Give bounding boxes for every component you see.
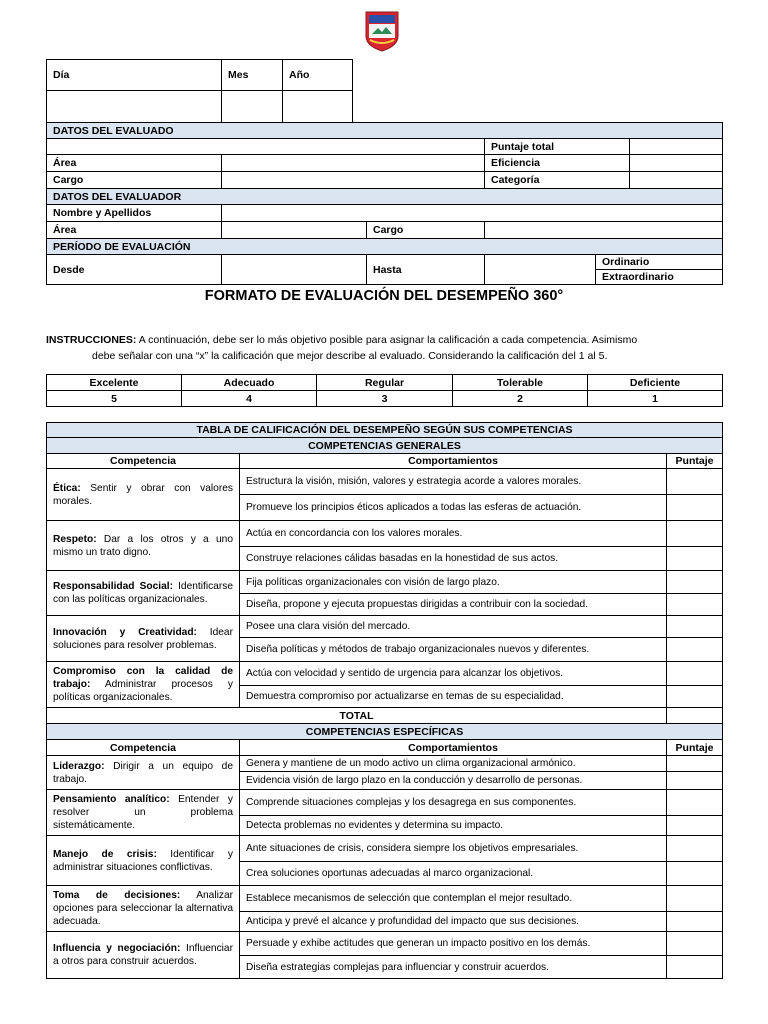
eficiencia-field[interactable] <box>630 155 723 172</box>
extraordinario-option[interactable]: Extraordinario <box>596 270 723 285</box>
col-comportamientos: Comportamientos <box>240 454 667 469</box>
evaluador-area-label: Área <box>47 222 222 239</box>
score-field[interactable] <box>667 686 723 708</box>
col-competencia: Competencia <box>47 740 240 756</box>
date-table <box>46 59 353 123</box>
score-field[interactable] <box>667 912 723 932</box>
month-label: Mes <box>222 60 283 91</box>
hasta-field[interactable] <box>485 255 596 285</box>
periodo-section-header: PERÍODO DE EVALUACIÓN <box>47 239 723 255</box>
instructions-line2: debe señalar con una “x” la calificación que mejor describe al evaluado. Considerando la calificación del 1 al 5. <box>92 350 608 362</box>
score-field[interactable] <box>667 836 723 862</box>
score-field[interactable] <box>667 662 723 686</box>
categoria-label: Categoría <box>485 172 630 189</box>
col-puntaje: Puntaje <box>667 740 723 756</box>
behavior-cell: Diseña, propone y ejecuta propuestas dirigidas a contribuir con la sociedad. <box>240 594 667 616</box>
categoria-field[interactable] <box>630 172 723 189</box>
behavior-cell: Promueve los principios éticos aplicados a todas las esferas de actuación. <box>240 495 667 521</box>
evaluador-nombre-label: Nombre y Apellidos <box>47 205 222 222</box>
behavior-cell: Posee una clara visión del mercado. <box>240 616 667 638</box>
page-title: FORMATO DE EVALUACIÓN DEL DESEMPEÑO 360° <box>204 288 564 304</box>
score-field[interactable] <box>667 469 723 495</box>
score-field[interactable] <box>667 594 723 616</box>
competency-cell: Pensamiento analítico: Entender y resolver un problema sistemáticamente. <box>47 790 240 836</box>
scale-value: 1 <box>588 391 723 407</box>
score-field[interactable] <box>667 547 723 571</box>
desde-field[interactable] <box>222 255 367 285</box>
scale-label: Tolerable <box>453 375 588 391</box>
score-field[interactable] <box>667 756 723 772</box>
score-field[interactable] <box>667 638 723 662</box>
scale-value: 5 <box>47 391 182 407</box>
eficiencia-label: Eficiencia <box>485 155 630 172</box>
score-field[interactable] <box>667 790 723 816</box>
total-label: TOTAL <box>47 708 667 724</box>
evaluado-area-field[interactable] <box>222 155 485 172</box>
scale-label: Regular <box>317 375 453 391</box>
evaluation-data-table <box>46 122 723 285</box>
score-field[interactable] <box>667 932 723 956</box>
competency-cell: Manejo de crisis: Identificar y administrar situaciones conflictivas. <box>47 836 240 886</box>
desde-label: Desde <box>47 255 222 285</box>
scale-value: 3 <box>317 391 453 407</box>
behavior-cell: Diseña políticas y métodos de trabajo organizacionales nuevos y diferentes. <box>240 638 667 662</box>
score-field[interactable] <box>667 886 723 912</box>
table-title: TABLA DE CALIFICACIÓN DEL DESEMPEÑO SEGÚN SUS COMPETENCIAS <box>47 423 723 438</box>
scale-label: Deficiente <box>588 375 723 391</box>
total-field[interactable] <box>667 708 723 724</box>
behavior-cell: Evidencia visión de largo plazo en la conducción y desarrollo de personas. <box>240 772 667 790</box>
behavior-cell: Actúa en concordancia con los valores morales. <box>240 521 667 547</box>
scale-value: 2 <box>453 391 588 407</box>
day-label: Día <box>47 60 222 91</box>
scale-label: Excelente <box>47 375 182 391</box>
competency-cell: Influencia y negociación: Influenciar a otros para construir acuerdos. <box>47 932 240 979</box>
instructions-line1: A continuación, debe ser lo más objetivo posible para asignar la calificación a cada competencia. Asimismo <box>136 334 638 346</box>
evaluador-area-field[interactable] <box>222 222 367 239</box>
score-field[interactable] <box>667 571 723 594</box>
behavior-cell: Establece mecanismos de selección que contemplan el mejor resultado. <box>240 886 667 912</box>
behavior-cell: Diseña estrategias complejas para influenciar y construir acuerdos. <box>240 956 667 979</box>
score-field[interactable] <box>667 816 723 836</box>
evaluado-area-label: Área <box>47 155 222 172</box>
year-field[interactable] <box>283 91 353 123</box>
evaluador-section-header: DATOS DEL EVALUADOR <box>47 189 723 205</box>
competency-cell: Compromiso con la calidad de trabajo: Administrar procesos y políticas organizacionales. <box>47 662 240 708</box>
behavior-cell: Genera y mantiene de un modo activo un clima organizacional armónico. <box>240 756 667 772</box>
behavior-cell: Construye relaciones cálidas basadas en la honestidad de sus actos. <box>240 547 667 571</box>
institution-logo <box>364 10 400 52</box>
behavior-cell: Estructura la visión, misión, valores y estrategia acorde a valores morales. <box>240 469 667 495</box>
instructions <box>46 332 722 364</box>
competency-cell: Toma de decisiones: Analizar opciones para seleccionar la alternativa adecuada. <box>47 886 240 932</box>
score-field[interactable] <box>667 772 723 790</box>
behavior-cell: Crea soluciones oportunas adecuadas al marco organizacional. <box>240 862 667 886</box>
general-section-header: COMPETENCIAS GENERALES <box>47 438 723 454</box>
behavior-cell: Ante situaciones de crisis, considera siempre los objetivos empresariales. <box>240 836 667 862</box>
year-label: Año <box>283 60 353 91</box>
competencies-table <box>46 422 723 979</box>
behavior-cell: Fija políticas organizacionales con visión de largo plazo. <box>240 571 667 594</box>
ordinario-option[interactable]: Ordinario <box>596 255 723 270</box>
evaluado-section-header: DATOS DEL EVALUADO <box>47 123 723 139</box>
score-field[interactable] <box>667 616 723 638</box>
rating-scale-table <box>46 374 723 407</box>
evaluado-cargo-label: Cargo <box>47 172 222 189</box>
competency-cell: Respeto: Dar a los otros y a uno mismo un trato digno. <box>47 521 240 571</box>
hasta-label: Hasta <box>367 255 485 285</box>
day-field[interactable] <box>47 91 222 123</box>
evaluador-cargo-field[interactable] <box>485 222 723 239</box>
specific-section-header: COMPETENCIAS ESPECÍFICAS <box>47 724 723 740</box>
competency-cell: Liderazgo: Dirigir a un equipo de trabajo. <box>47 756 240 790</box>
behavior-cell: Persuade y exhibe actitudes que generan un impacto positivo en los demás. <box>240 932 667 956</box>
competency-cell: Innovación y Creatividad: Idear soluciones para resolver problemas. <box>47 616 240 662</box>
score-field[interactable] <box>667 862 723 886</box>
behavior-cell: Actúa con velocidad y sentido de urgencia para alcanzar los objetivos. <box>240 662 667 686</box>
score-field[interactable] <box>667 956 723 979</box>
evaluado-cargo-field[interactable] <box>222 172 485 189</box>
behavior-cell: Demuestra compromiso por actualizarse en temas de su especialidad. <box>240 686 667 708</box>
instructions-label: INSTRUCCIONES: <box>46 334 137 346</box>
score-field[interactable] <box>667 521 723 547</box>
month-field[interactable] <box>222 91 283 123</box>
puntaje-total-label: Puntaje total <box>485 139 630 155</box>
behavior-cell: Comprende situaciones complejas y los desagrega en sus componentes. <box>240 790 667 816</box>
competency-cell: Ética: Sentir y obrar con valores morales. <box>47 469 240 521</box>
scale-label: Adecuado <box>182 375 317 391</box>
behavior-cell: Detecta problemas no evidentes y determina su impacto. <box>240 816 667 836</box>
competency-cell: Responsabilidad Social: Identificarse con las políticas organizacionales. <box>47 571 240 616</box>
col-competencia: Competencia <box>47 454 240 469</box>
col-puntaje: Puntaje <box>667 454 723 469</box>
evaluador-nombre-field[interactable] <box>222 205 723 222</box>
col-comportamientos: Comportamientos <box>240 740 667 756</box>
puntaje-total-field[interactable] <box>630 139 723 155</box>
scale-value: 4 <box>182 391 317 407</box>
evaluador-cargo-label: Cargo <box>367 222 485 239</box>
behavior-cell: Anticipa y prevé el alcance y profundidad del impacto que sus decisiones. <box>240 912 667 932</box>
score-field[interactable] <box>667 495 723 521</box>
